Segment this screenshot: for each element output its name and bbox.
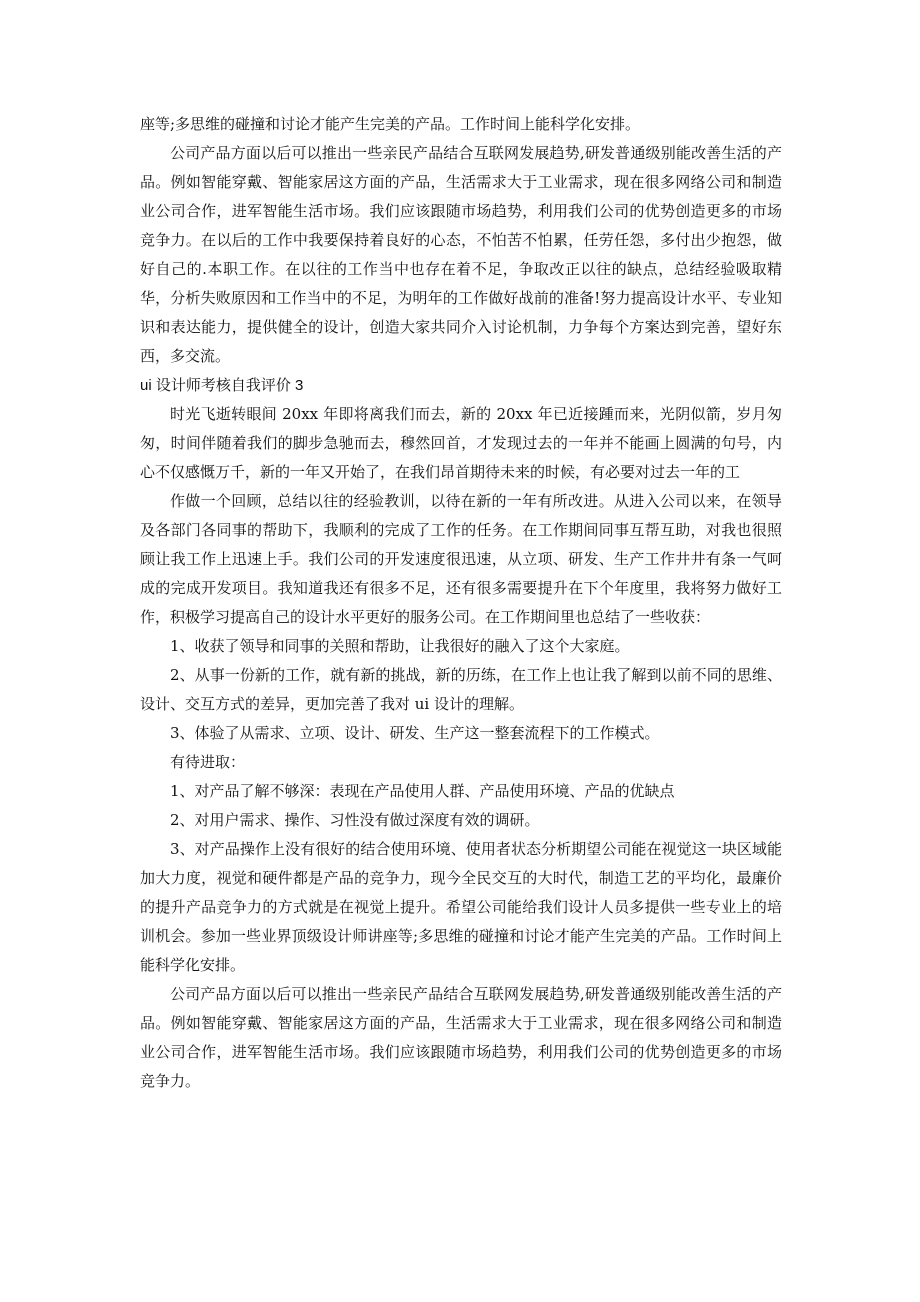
document-body [140,110,782,1096]
list-item-improve-3: 3、对产品操作上没有很好的结合使用环境、使用者状态分析期望公司能在视觉这一块区域能加大力度，视觉和硬件都是产品的竞争力，现今全民交互的大时代，制造工艺的平均化，最廉价的提升产品竞争力的方式就是在视觉上提升。希望公司能给我们设计人员多提供一些专业上的培训机会。参加一些业界顶级设计师讲座等;多思维的碰撞和讨论才能产生完美的产品。工作时间上能科学化安排。 [140,840,782,974]
subheading-improvements: 有待进取： [170,753,246,771]
list-item-gain-2: 2、从事一份新的工作，就有新的挑战，新的历练，在工作上也让我了解到以前不同的思维、设计、交互方式的差异，更加完善了我对 ui 设计的理解。 [140,666,782,713]
paragraph-year-reflection: 时光飞逝转眼间 20xx 年即将离我们而去，新的 20xx 年已近接踵而来，光阴似箭，岁月匆匆，时间伴随着我们的脚步急驰而去，穆然回首，才发现过去的一年并不能画上圆满的句号，内心不仅感慨万千，新的一年又开始了，在我们昂首期待未来的时候，有必要对过去一年的工 [140,405,782,481]
list-item-improve-1: 1、对产品了解不够深：表现在产品使用人群、产品使用环境、产品的优缺点 [170,782,675,800]
list-item-gain-1: 1、收获了领导和同事的关照和帮助，让我很好的融入了这个大家庭。 [170,637,630,655]
paragraph-work-review: 作做一个回顾，总结以往的经验教训，以待在新的一年有所改进。从进入公司以来，在领导及各部门各同事的帮助下，我顺利的完成了工作的任务。在工作期间同事互帮互助，对我也很照顾让我工作上迅速上手。我们公司的开发速度很迅速，从立项、研发、生产工作井井有条一气呵成的完成开发项目。我知道我还有很多不足，还有很多需要提升在下个年度里，我将努力做好工作，积极学习提高自己的设计水平更好的服务公司。在工作期间里也总结了一些收获： [140,492,782,626]
paragraph-continuation: 座等;多思维的碰撞和讨论才能产生完美的产品。工作时间上能科学化安排。 [140,115,641,133]
list-item-improve-2: 2、对用户需求、操作、习性没有做过深度有效的调研。 [170,811,540,829]
section-heading: ui 设计师考核自我评价 3 [140,377,304,394]
paragraph-product-plan: 公司产品方面以后可以推出一些亲民产品结合互联网发展趋势,研发普通级别能改善生活的产品。例如智能穿戴、智能家居这方面的产品，生活需求大于工业需求，现在很多网络公司和制造业公司合作，进军智能生活市场。我们应该跟随市场趋势，利用我们公司的优势创造更多的市场竞争力。在以后的工作中我要保持着良好的心态，不怕苦不怕累，任劳任怨，多付出少抱怨，做好自己的.本职工作。在以往的工作当中也存在着不足，争取改正以往的缺点，总结经验吸取精华，分析失败原因和工作当中的不足，为明年的工作做好战前的准备!努力提高设计水平、专业知识和表达能力，提供健全的设计，创造大家共同介入讨论机制，力争每个方案达到完善，望好东西，多交流。 [140,144,782,365]
list-item-gain-3: 3、体验了从需求、立项、设计、研发、生产这一整套流程下的工作模式。 [170,724,660,742]
paragraph-product-plan-repeat: 公司产品方面以后可以推出一些亲民产品结合互联网发展趋势,研发普通级别能改善生活的产品。例如智能穿戴、智能家居这方面的产品，生活需求大于工业需求，现在很多网络公司和制造业公司合作，进军智能生活市场。我们应该跟随市场趋势，利用我们公司的优势创造更多的市场竞争力。 [140,985,782,1090]
